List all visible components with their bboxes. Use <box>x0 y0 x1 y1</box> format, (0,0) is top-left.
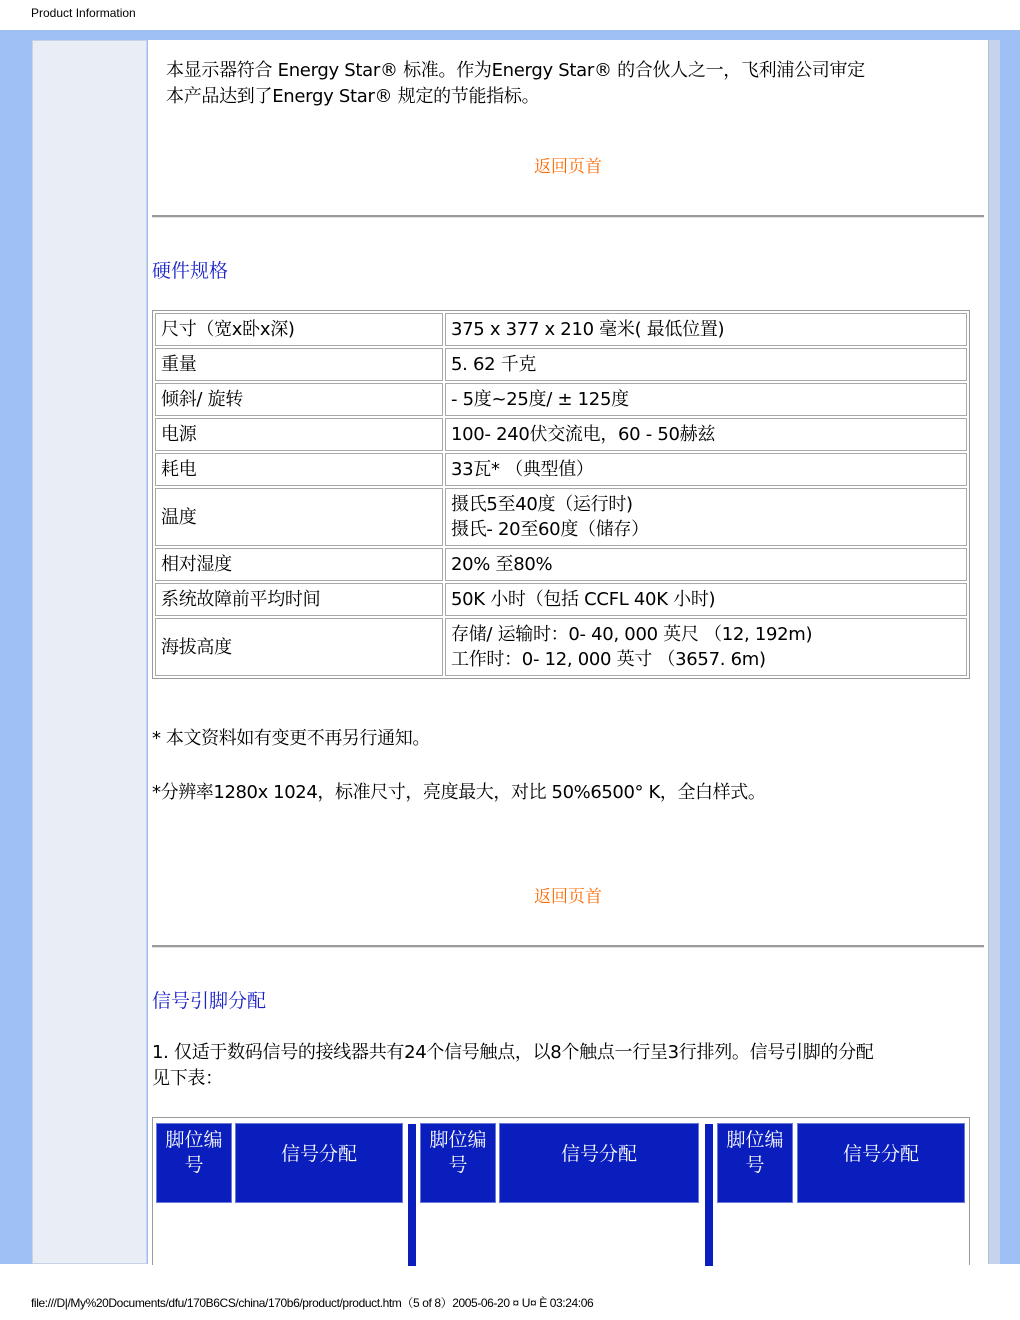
spec-label: 相对湿度 <box>155 548 443 581</box>
spec-value <box>445 488 967 546</box>
back-to-top-link[interactable]: 返回页首 <box>534 887 602 907</box>
spec-row <box>155 383 967 416</box>
right-scrollbar[interactable] <box>988 40 1000 1264</box>
hardware-section-title: 硬件规格 <box>152 260 229 282</box>
spec-value-line: 375 x 377 x 210 毫米( 最低位置) <box>451 319 725 340</box>
spec-label: 重量 <box>155 348 443 381</box>
spec-label: 电源 <box>155 418 443 451</box>
spec-row <box>155 348 967 381</box>
spec-row <box>155 453 967 486</box>
back-to-top-link[interactable]: 返回页首 <box>534 157 602 177</box>
spec-value-line: 摄氏- 20至60度（储存） <box>451 519 649 540</box>
spec-row <box>155 313 967 346</box>
column-divider <box>408 1124 416 1266</box>
main-content <box>148 40 988 1264</box>
spec-label: 海拔高度 <box>155 618 443 676</box>
spec-row <box>155 618 967 676</box>
pin-description <box>152 1040 984 1092</box>
spec-note-2: *分辨率1280x 1024，标准尺寸，亮度最大，对比 50%6500° K，全白样式。 <box>152 782 766 803</box>
spec-value-line: 100- 240伏交流电，60 - 50赫兹 <box>451 424 716 445</box>
spec-row <box>155 418 967 451</box>
page-footer: file:///D|/My%20Documents/dfu/170B6CS/china/170b6/product/product.htm（5 of 8）2005-06-20 ¤ U¤ È 03:24:06 <box>31 1296 594 1310</box>
spec-value <box>445 418 967 451</box>
spec-label: 倾斜/ 旋转 <box>155 383 443 416</box>
pin-number-header: 脚位编 号 <box>420 1123 496 1203</box>
page-header: Product Information <box>31 6 136 20</box>
spec-value <box>445 548 967 581</box>
pin-section-title: 信号引脚分配 <box>152 990 267 1012</box>
intro-line-1: 本显示器符合 Energy Star® 标准。作为Energy Star® 的合伙人之一，飞利浦公司审定 <box>166 60 865 81</box>
spec-value-line: 存储/ 运输时：0- 40, 000 英尺 （12, 192m) <box>451 624 813 645</box>
signal-assignment-header: 信号分配 <box>235 1123 403 1203</box>
spec-value-line: 33瓦* （典型值） <box>451 459 594 480</box>
spec-value <box>445 583 967 616</box>
column-divider <box>705 1124 713 1266</box>
spec-value <box>445 313 967 346</box>
spec-label: 温度 <box>155 488 443 546</box>
spec-value-line: - 5度~25度/ ± 125度 <box>451 389 629 410</box>
left-column <box>32 40 147 1264</box>
intro-paragraph <box>166 58 865 110</box>
spec-value <box>445 383 967 416</box>
spec-label: 系统故障前平均时间 <box>155 583 443 616</box>
pin-assignment-table <box>152 1117 970 1265</box>
spec-row <box>155 488 967 546</box>
divider <box>152 945 984 948</box>
hardware-spec-table <box>152 310 970 679</box>
spec-value <box>445 348 967 381</box>
signal-assignment-header: 信号分配 <box>797 1123 965 1203</box>
pin-number-header: 脚位编 号 <box>156 1123 232 1203</box>
spec-value <box>445 618 967 676</box>
intro-line-2: 本产品达到了Energy Star® 规定的节能指标。 <box>166 86 540 107</box>
spec-value-line: 摄氏5至40度（运行时) <box>451 494 633 515</box>
pin-description-line-2: 见下表： <box>152 1068 223 1089</box>
spec-value-line: 50K 小时（包括 CCFL 40K 小时) <box>451 589 716 610</box>
divider <box>152 215 984 218</box>
signal-assignment-header: 信号分配 <box>499 1123 699 1203</box>
pin-number-header: 脚位编 号 <box>717 1123 793 1203</box>
spec-row <box>155 583 967 616</box>
spec-value-line: 20% 至80% <box>451 554 553 575</box>
spec-label: 耗电 <box>155 453 443 486</box>
spec-note-1: * 本文资料如有变更不再另行通知。 <box>152 728 430 749</box>
spec-row <box>155 548 967 581</box>
pin-description-line-1: 1. 仅适于数码信号的接线器共有24个信号触点，以8个触点一行呈3行排列。信号引脚的分配 <box>152 1042 874 1063</box>
spec-value-line: 工作时：0- 12, 000 英寸 （3657. 6m) <box>451 649 766 670</box>
spec-value <box>445 453 967 486</box>
spec-label: 尺寸（宽x卧x深) <box>155 313 443 346</box>
spec-value-line: 5. 62 千克 <box>451 354 537 375</box>
